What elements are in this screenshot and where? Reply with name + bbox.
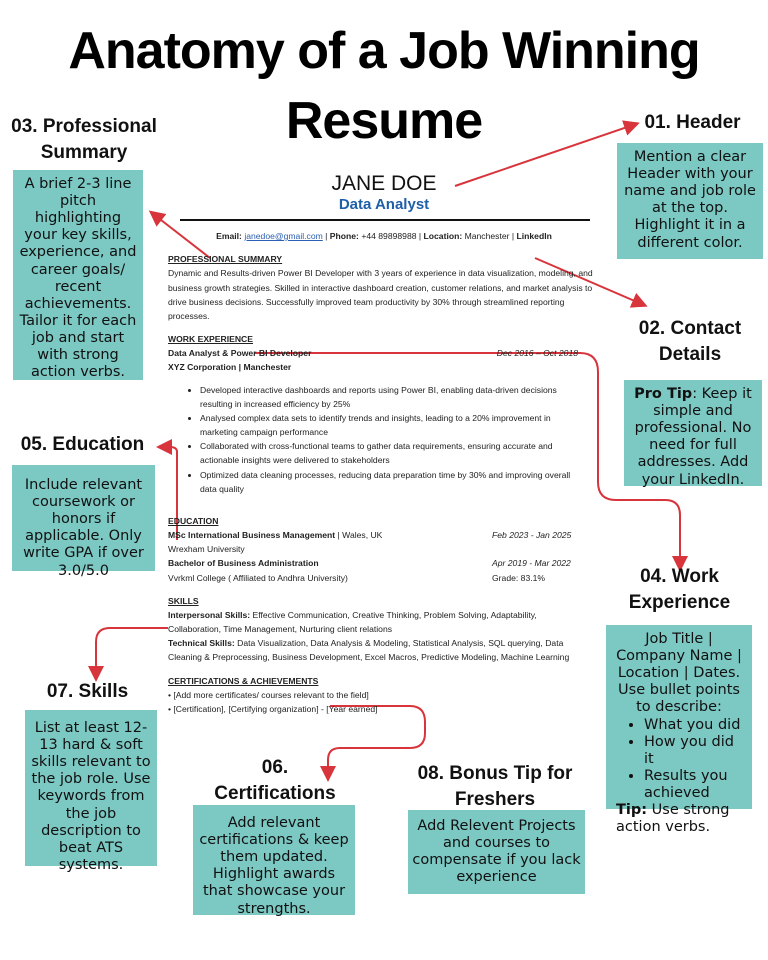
degree1: MSc International Business Management [168, 530, 336, 541]
skills-callout-box: List at least 12-13 hard & soft skills relevant to the job role. Use keywords from the job description to beat ATS systems. [25, 710, 157, 866]
contact-callout-heading: 02. Contact Details [638, 318, 742, 365]
interpersonal-label: Interpersonal Skills: [168, 609, 251, 620]
certs-callout-box: Add relevant certifications & keep them updated. Highlight awards that showcase your strengths. [193, 805, 355, 915]
sep: | [416, 231, 424, 241]
contact-callout-box [624, 380, 762, 486]
header-callout-box: Mention a clear Header with your name and job role at the top. Highlight it in a different color. [617, 143, 763, 259]
skills-callout-heading: 07. Skills [46, 681, 129, 702]
work-callout-bullet: • What you did [644, 717, 748, 734]
location: Manchester [464, 231, 510, 241]
school1: Wrexham University [168, 544, 245, 555]
page-title-line2: Resume [285, 92, 483, 150]
phone-label: Phone: [329, 231, 359, 241]
work-callout-box [606, 625, 752, 836]
summary-heading: PROFESSIONAL SUMMARY [168, 254, 283, 265]
resume-role: Data Analyst [338, 196, 430, 213]
summary-section [168, 252, 600, 323]
job-dates: Dec 2016 – Oct 2018 [496, 348, 578, 359]
degree2-dates: Apr 2019 - Mar 2022 [492, 558, 571, 569]
work-callout-intro: Job Title | Company Name | Location | Dates. Use bullet points to describe: [616, 631, 742, 716]
skills-heading: SKILLS [168, 595, 199, 606]
degree1-dates: Feb 2023 - Jan 2025 [492, 530, 572, 541]
school2: Vvrkml College ( Affiliated to Andhra University) [168, 572, 348, 583]
sep: | [509, 231, 517, 241]
work-bullet: • Analysed complex data sets to identify trends and insights, leading to a 20% improvement in marketing campaign performance [200, 411, 586, 439]
tip-text: Use strong action verbs. [616, 802, 730, 836]
job-title: Data Analyst & Power BI Developer [168, 348, 312, 359]
work-heading: WORK EXPERIENCE [168, 334, 253, 345]
pro-tip-label: Pro Tip [634, 386, 693, 402]
cert-item: • [Certification], [Certifying organization] - [Year earned] [168, 703, 378, 714]
work-bullet: • Collaborated with cross-functional teams to gather data requirements, ensuring accurate and actionable insights were delivered to stakeholders [200, 439, 586, 467]
certs-heading: CERTIFICATIONS & ACHIEVEMENTS [168, 675, 319, 686]
interpersonal-skills: Effective Communication, Creative Thinking, Problem Solving, Adaptability, Collaboration, Time Management, Nurturing client relations [168, 609, 537, 635]
tip-label: Tip: [616, 802, 648, 819]
arrow-skills [96, 628, 168, 678]
summary-callout-box: A brief 2-3 line pitch highlighting your key skills, experience, and career goals/ recent achievements. Tailor it for each job and start with strong action verbs. [13, 170, 143, 380]
email-label: Email: [216, 231, 242, 241]
work-callout-bullet: • Results you achieved [644, 768, 748, 802]
certs-callout-heading: 06. Certifications [214, 757, 336, 804]
cert-item: • [Add more certificates/ courses relevant to the field] [168, 689, 369, 700]
degree2: Bachelor of Business Administration [168, 558, 319, 569]
header-callout-heading: 01. Header [644, 112, 741, 133]
resume [168, 172, 600, 716]
divider [180, 219, 590, 221]
summary-text: Dynamic and Results-driven Power BI Developer with 3 years of experience in data visualization, modeling, and business growth strategies. Skilled in interactive dashboard creation, customer relations, and market analysis to drive business decisions. Successfully improved team productivity by 30% through streamlined reporting processes. [168, 268, 593, 321]
education-heading: EDUCATION [168, 515, 219, 526]
resume-contact [168, 229, 600, 243]
work-section [168, 332, 600, 496]
certs-section [168, 674, 600, 717]
degree1-location: | Wales, UK [335, 530, 383, 541]
company: XYZ Corporation | Manchester [168, 362, 292, 373]
education-section [168, 514, 600, 585]
work-callout-bullet: • How you did it [644, 734, 748, 768]
resume-name: JANE DOE [331, 172, 437, 195]
summary-callout-heading: 03. Professional Summary [11, 116, 157, 163]
grade: Grade: 83.1% [492, 572, 546, 583]
page-title: Anatomy of a Job Winning [68, 22, 700, 80]
skills-section [168, 594, 600, 665]
education-callout-box: Include relevant coursework or honors if applicable. Only write GPA if over 3.0/5.0 [12, 465, 155, 571]
work-bullet: • Optimized data cleaning processes, reducing data preparation time by 30% and improving overall data quality [200, 468, 586, 496]
bonus-callout-heading: 08. Bonus Tip for Freshers [417, 763, 573, 810]
bonus-callout-box: Add Relevent Projects and courses to compensate if you lack experience [408, 810, 585, 894]
technical-skills: Data Visualization, Data Analysis & Modeling, Statistical Analysis, SQL querying, Data Cleaning & Preprocessing, Business Development, Excel Macros, Predictive Modeling, Machine Learning [168, 638, 570, 663]
education-callout-heading: 05. Education [20, 434, 145, 455]
sep: | [322, 231, 330, 241]
contact-callout-text: : Keep it simple and professional. No need for full addresses. Add your LinkedIn. [634, 386, 752, 488]
work-callout-heading: 04. Work Experience [628, 566, 731, 613]
location-label: Location: [423, 231, 463, 241]
work-bullet: • Developed interactive dashboards and reports using Power BI, enabling data-driven decisions resulting in increased efficiency by 25% [200, 383, 586, 411]
linkedin[interactable]: LinkedIn [516, 231, 552, 241]
email-link[interactable]: janedoe@gmail.com [244, 231, 323, 241]
technical-label: Technical Skills: [168, 638, 235, 649]
phone: +44 89898988 [361, 231, 417, 241]
